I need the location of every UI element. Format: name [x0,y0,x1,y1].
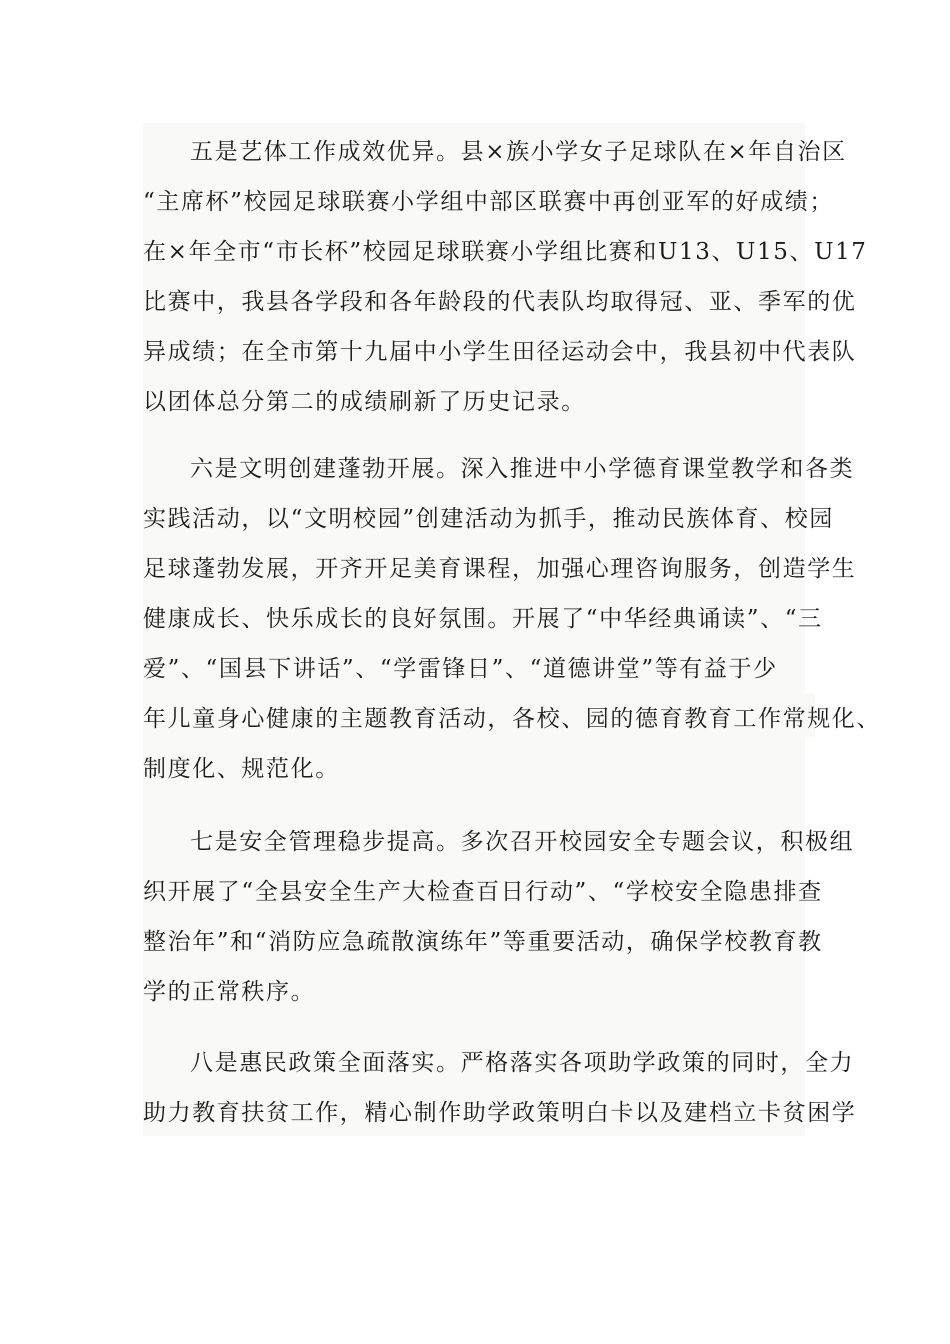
text-line: 八是惠民政策全面落实。严格落实各项助学政策的同时，全力 [190,1050,855,1076]
text-line: 年儿童身心健康的主题教育活动，各校、园的德育教育工作常规化、 [143,706,881,732]
text-line: 五是艺体工作成效优异。县×族小学女子足球队在×年自治区 [190,139,847,165]
text-line: 六是文明创建蓬勃开展。深入推进中小学德育课堂教学和各类 [190,456,855,482]
text-line: 织开展了“全县安全生产大检查百日行动”、“学校安全隐患排查 [143,879,823,905]
text-line: 在×年全市“市长杯”校园足球联赛小学组比赛和U13、U15、U17 [143,239,868,265]
text-line: “主席杯”校园足球联赛小学组中部区联赛中再创亚军的好成绩； [143,189,834,215]
text-line: 比赛中，我县各学段和各年龄段的代表队均取得冠、亚、季军的优 [143,289,857,315]
text-line: 以团体总分第二的成绩刷新了历史记录。 [143,389,586,415]
paragraph-arts-sports [143,127,868,427]
text-line: 异成绩；在全市第十九届中小学生田径运动会中，我县初中代表队 [143,339,857,365]
text-line: 足球蓬勃发展，开齐开足美育课程，加强心理咨询服务，创造学生 [143,556,857,582]
paragraph-safety [143,817,854,1017]
text-line: 七是安全管理稳步提高。多次召开校园安全专题会议，积极组 [190,829,855,855]
text-line: 助力教育扶贫工作，精心制作助学政策明白卡以及建档立卡贫困学 [143,1100,857,1126]
paragraph-policy [143,1038,856,1138]
paragraph-civilization [143,444,881,794]
text-line: 健康成长、快乐成长的良好氛围。开展了“中华经典诵读”、“三 [143,606,823,632]
text-line: 整治年”和“消防应急疏散演练年”等重要活动，确保学校教育教 [143,929,823,955]
text-line: 爱”、“国县下讲话”、“学雷锋日”、“道德讲堂”等有益于少 [143,656,778,682]
text-line: 实践活动，以“文明校园”创建活动为抓手，推动民族体育、校园 [143,506,834,532]
text-line: 制度化、规范化。 [143,756,340,782]
text-line: 学的正常秩序。 [143,979,316,1005]
